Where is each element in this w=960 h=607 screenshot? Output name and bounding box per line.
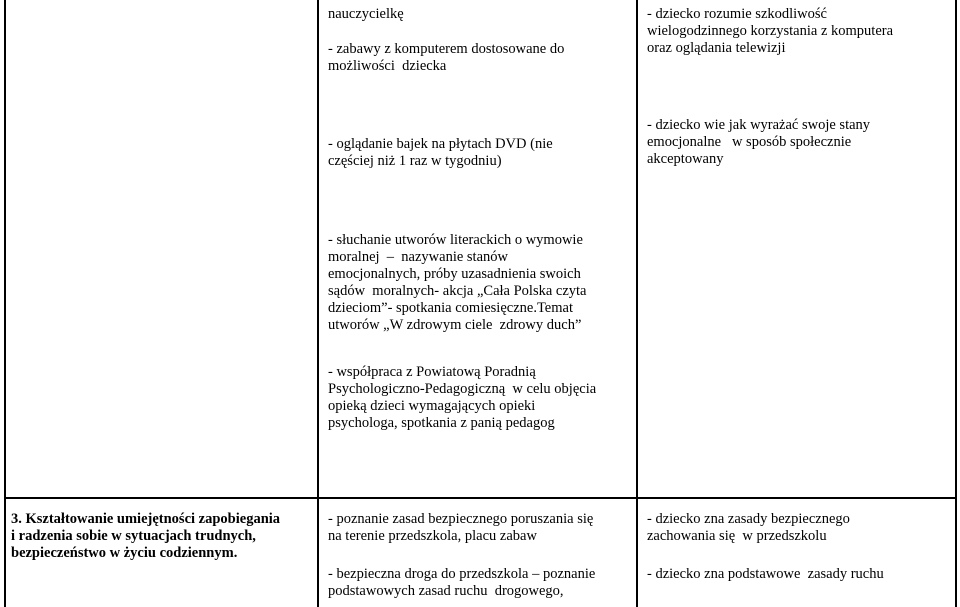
text-line: na terenie przedszkola, placu zabaw	[328, 528, 537, 544]
table-border-col2	[636, 0, 638, 607]
text-line: - bezpieczna droga do przedszkola – poznanie	[328, 566, 596, 582]
activity-block	[328, 511, 593, 545]
cell-goal-heading	[11, 511, 311, 562]
text-line: - poznanie zasad bezpiecznego poruszania się	[328, 511, 594, 527]
text-line: bezpieczeństwo w życiu codziennym.	[11, 545, 238, 561]
text-line: dzieciom”- spotkania comiesięczne.Temat	[328, 300, 573, 316]
text-line: zachowania się w przedszkolu	[647, 528, 827, 544]
text-line: moralnej – nazywanie stanów	[328, 249, 508, 265]
text-line: podstawowych zasad ruchu drogowego,	[328, 583, 564, 599]
text-line: - dziecko zna zasady bezpiecznego	[647, 511, 850, 527]
text-line: utworów „W zdrowym ciele zdrowy duch”	[328, 317, 582, 333]
text-line: nauczycielkę	[328, 6, 404, 22]
text-line: wielogodzinnego korzystania z komputera	[647, 23, 894, 39]
text-line: - dziecko zna podstawowe zasady ruchu	[647, 566, 884, 582]
outcome-block	[647, 117, 870, 168]
activity-block	[328, 232, 587, 334]
text-line: możliwości dziecka	[328, 58, 447, 74]
text-line: akceptowany	[647, 151, 724, 167]
text-line: emocjonalne w sposób społecznie	[647, 134, 852, 150]
outcome-block	[647, 566, 884, 583]
activity-block	[328, 136, 553, 170]
activity-block	[328, 6, 404, 23]
text-line: - współpraca z Powiatową Poradnią	[328, 364, 536, 380]
text-line: 3. Kształtowanie umiejętności zapobiegania	[11, 511, 281, 527]
table-border-right	[955, 0, 957, 607]
text-line: i radzenia sobie w sytuacjach trudnych,	[11, 528, 256, 544]
text-line: psychologa, spotkania z panią pedagog	[328, 415, 555, 431]
text-line: - słuchanie utworów literackich o wymowie	[328, 232, 583, 248]
activity-block	[328, 566, 595, 600]
text-line: Psychologiczno-Pedagogiczną w celu objęcia	[328, 381, 597, 397]
table-row-divider	[4, 497, 957, 499]
text-line: oraz oglądania telewizji	[647, 40, 786, 56]
text-line: - zabawy z komputerem dostosowane do	[328, 41, 565, 57]
text-line: - oglądanie bajek na płytach DVD (nie	[328, 136, 553, 152]
outcome-block	[647, 511, 850, 545]
activity-block	[328, 364, 596, 432]
text-line: - dziecko rozumie szkodliwość	[647, 6, 827, 22]
table-border-left	[4, 0, 6, 607]
text-line: częściej niż 1 raz w tygodniu)	[328, 153, 502, 169]
text-line: emocjonalnych, próby uzasadnienia swoich	[328, 266, 581, 282]
text-line: sądów moralnych- akcja „Cała Polska czyta	[328, 283, 587, 299]
activity-block	[328, 41, 564, 75]
text-line: - dziecko wie jak wyrażać swoje stany	[647, 117, 871, 133]
text-line: opieką dzieci wymagających opieki	[328, 398, 536, 414]
outcome-block	[647, 6, 893, 57]
table-border-col1	[317, 0, 319, 607]
